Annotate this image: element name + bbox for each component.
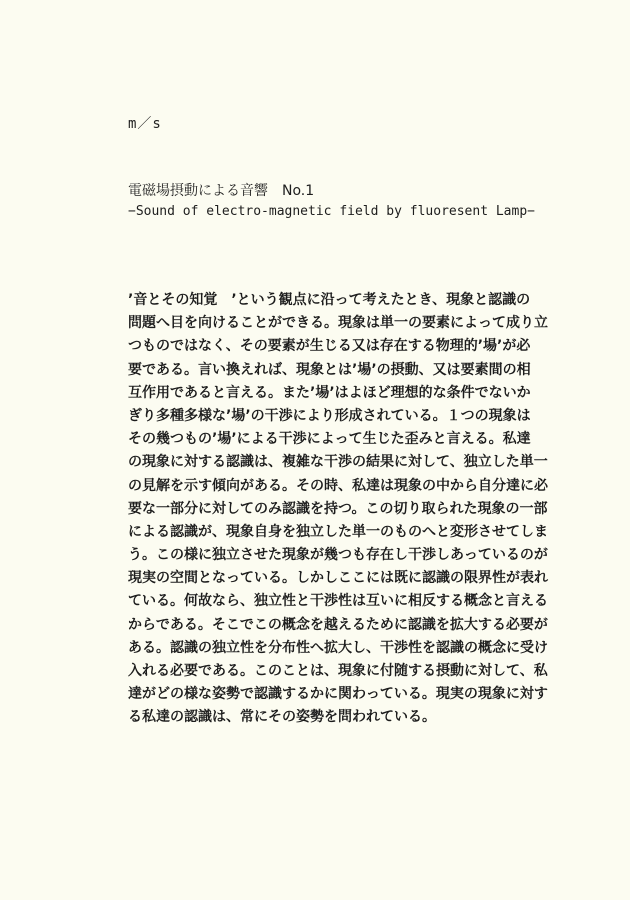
- body-line: 互作用であると言える。また’場’はよほど理想的な条件でないか: [128, 384, 531, 401]
- body-line: つものではなく、その要素が生じる又は存在する物理的’場’が必: [128, 338, 531, 355]
- body-line: う。この様に独立させた現象が幾つも存在し干渉しあっているのが: [128, 547, 548, 564]
- body-line: その幾つもの’場’による干渉によって生じた歪みと言える。私達: [128, 431, 531, 448]
- body-line: による認識が、現象自身を独立した単一のものへと変形させてしま: [128, 523, 548, 540]
- title-english: −Sound of electro-magnetic field by fluoresent Lamp−: [128, 204, 535, 219]
- author-label: m／s: [128, 116, 162, 132]
- body-line: ’音とその知覚 ’という観点に沿って考えたとき、現象と認識の: [128, 292, 531, 308]
- title-block: [128, 181, 535, 223]
- body-line: 入れる必要である。このことは、現象に付随する摂動に対して、私: [128, 663, 548, 679]
- body-line: 現実の空間となっている。しかしここには既に認識の限界性が表れ: [128, 570, 548, 587]
- body-line: 問題へ目を向けることができる。現象は単一の要素によって成り立: [128, 315, 548, 332]
- body-line: 要な一部分に対してのみ認識を持つ。この切り取られた現象の一部: [128, 500, 548, 517]
- body-line: ある。認識の独立性を分布性へ拡大し、干渉性を認識の概念に受け: [128, 639, 548, 656]
- body-line: からである。そこでこの概念を越えるために認識を拡大する必要が: [128, 616, 548, 633]
- body-line: る私達の認識は、常にその姿勢を問われている。: [128, 709, 436, 726]
- title-japanese: 電磁場摂動による音響 No.1: [128, 183, 315, 199]
- body-line: ぎり多種多様な’場’の干渉により形成されている。１つの現象は: [128, 407, 531, 424]
- body-line: 達がどの様な姿勢で認識するかに関わっている。現実の現象に対す: [128, 686, 548, 703]
- body-line: の現象に対する認識は、複雑な干渉の結果に対して、独立した単一: [128, 454, 548, 471]
- body-line: の見解を示す傾向がある。その時、私達は現象の中から自分達に必: [128, 477, 548, 494]
- body-paragraph: [128, 289, 548, 730]
- body-line: 要である。言い換えれば、現象とは’場’の摂動、又は要素間の相: [128, 361, 531, 378]
- body-line: ている。何故なら、独立性と干渉性は互いに相反する概念と言える: [128, 593, 548, 610]
